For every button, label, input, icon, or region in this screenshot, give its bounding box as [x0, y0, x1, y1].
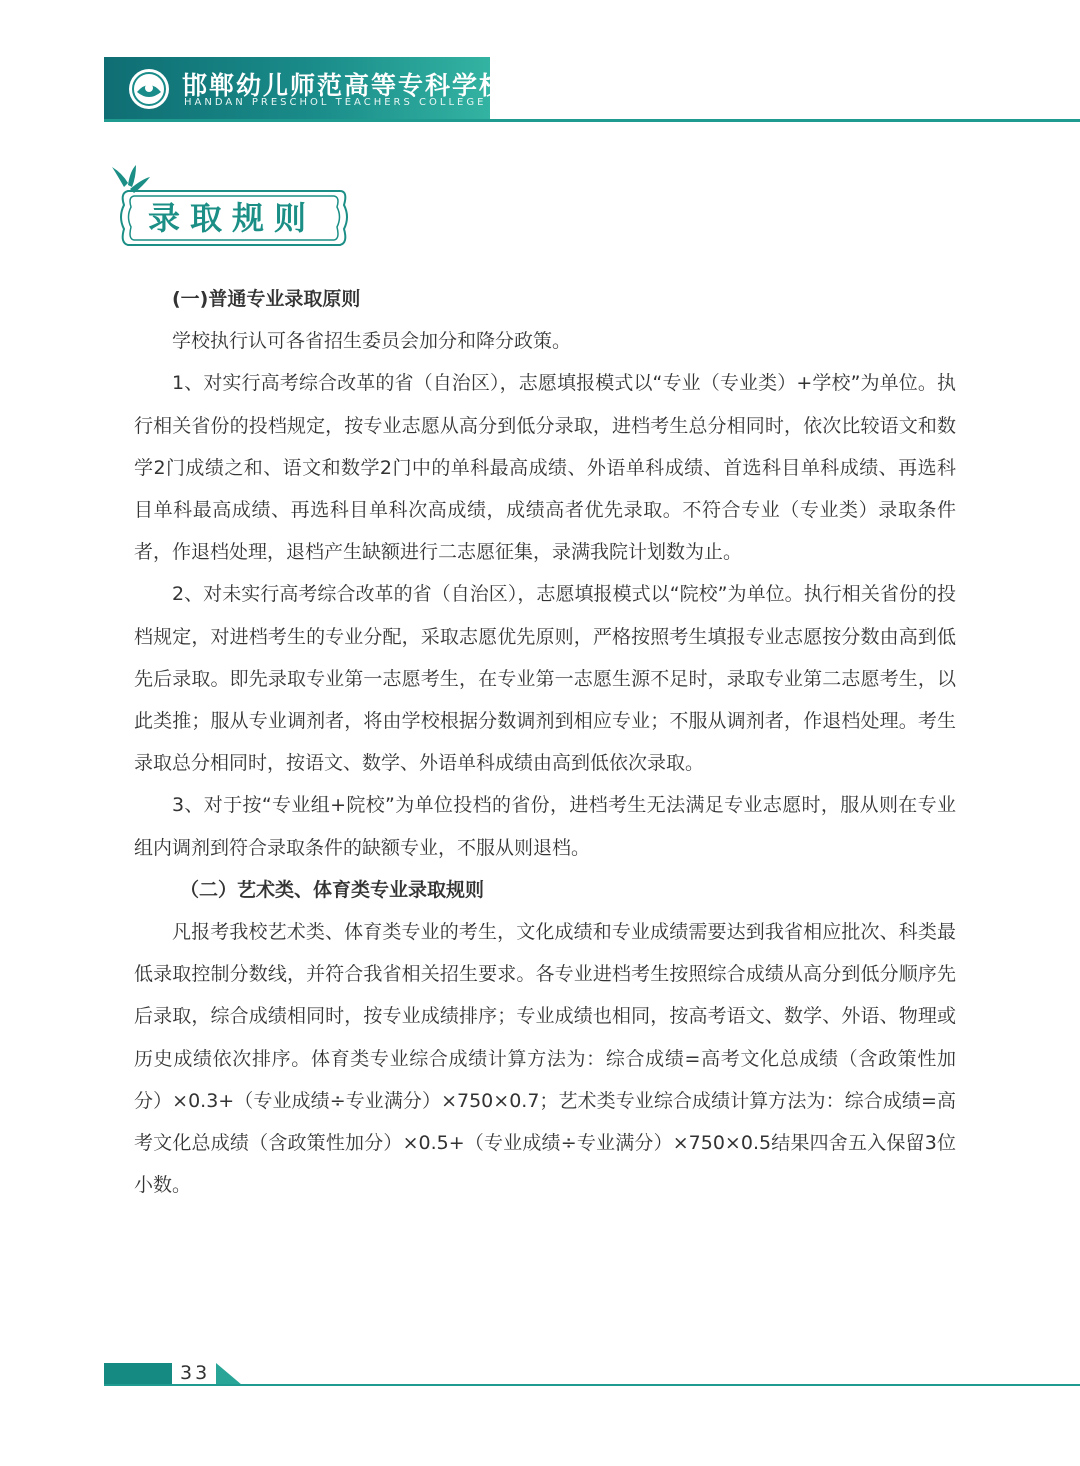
footer-bar: [104, 1363, 172, 1385]
document-body: [134, 278, 956, 1206]
school-name-cn: 邯郸幼儿师范高等专科学校: [182, 71, 507, 100]
paragraph: 1、对实行高考综合改革的省（自治区），志愿填报模式以“专业（专业类）+学校”为单位。执行相关省份的投档规定，按专业志愿从高分到低分录取，进档考生总分相同时，依次比较语文和数学2门成绩之和、语文和数学2门中的单科最高成绩、外语单科成绩、首选科目单科成绩、再选科目单科最高成绩、再选科目单科次高成绩，成绩高者优先录取。不符合专业（专业类）录取条件者，作退档处理，退档产生缺额进行二志愿征集，录满我院计划数为止。: [134, 372, 956, 564]
footer-divider: [104, 1384, 1080, 1386]
subheading-art-sports: （二）艺术类、体育类专业录取规则: [180, 878, 485, 901]
paragraph: 2、对未实行高考综合改革的省（自治区），志愿填报模式以“院校”为单位。执行相关省份的投档规定，对进档考生的专业分配，采取志愿优先原则，严格按照考生填报专业志愿按分数由高到低先后录取。即先录取专业第一志愿考生，在专业第一志愿生源不足时，录取专业第二志愿考生，以此类推；服从专业调剂者，将由学校根据分数调剂到相应专业；不服从调剂者，作退档处理。考生录取总分相同时，按语文、数学、外语单科成绩由高到低依次录取。: [134, 583, 956, 775]
paragraph: 凡报考我校艺术类、体育类专业的考生，文化成绩和专业成绩需要达到我省相应批次、科类最低录取控制分数线，并符合我省相关招生要求。各专业进档考生按照综合成绩从高分到低分顺序先后录取，综合成绩相同时，按专业成绩排序；专业成绩也相同，按高考语文、数学、外语、物理或历史成绩依次排序。体育类专业综合成绩计算方法为：综合成绩=高考文化总成绩（含政策性加分）×0.3+（专业成绩÷专业满分）×750×0.7；艺术类专业综合成绩计算方法为：综合成绩=高考文化总成绩（含政策性加分）×0.5+（专业成绩÷专业满分）×750×0.5结果四舍五入保留3位小数。: [134, 921, 956, 1197]
subheading-general-majors: (一)普通专业录取原则: [172, 288, 361, 310]
paragraph: 3、对于按“专业组+院校”为单位投档的省份，进档考生无法满足专业志愿时，服从则在专业组内调剂到符合录取条件的缺额专业，不服从则退档。: [134, 794, 956, 859]
school-emblem-icon: [128, 68, 170, 110]
paragraph: 学校执行认可各省招生委员会加分和降分政策。: [172, 330, 572, 353]
footer-arrow-icon: [216, 1363, 242, 1385]
header-divider: [104, 119, 1080, 122]
section-title: 录取规则: [148, 199, 317, 237]
school-name-en: HANDAN PRESCHOL TEACHERS COLLEGE: [184, 97, 487, 108]
page-number: 33: [180, 1362, 211, 1384]
